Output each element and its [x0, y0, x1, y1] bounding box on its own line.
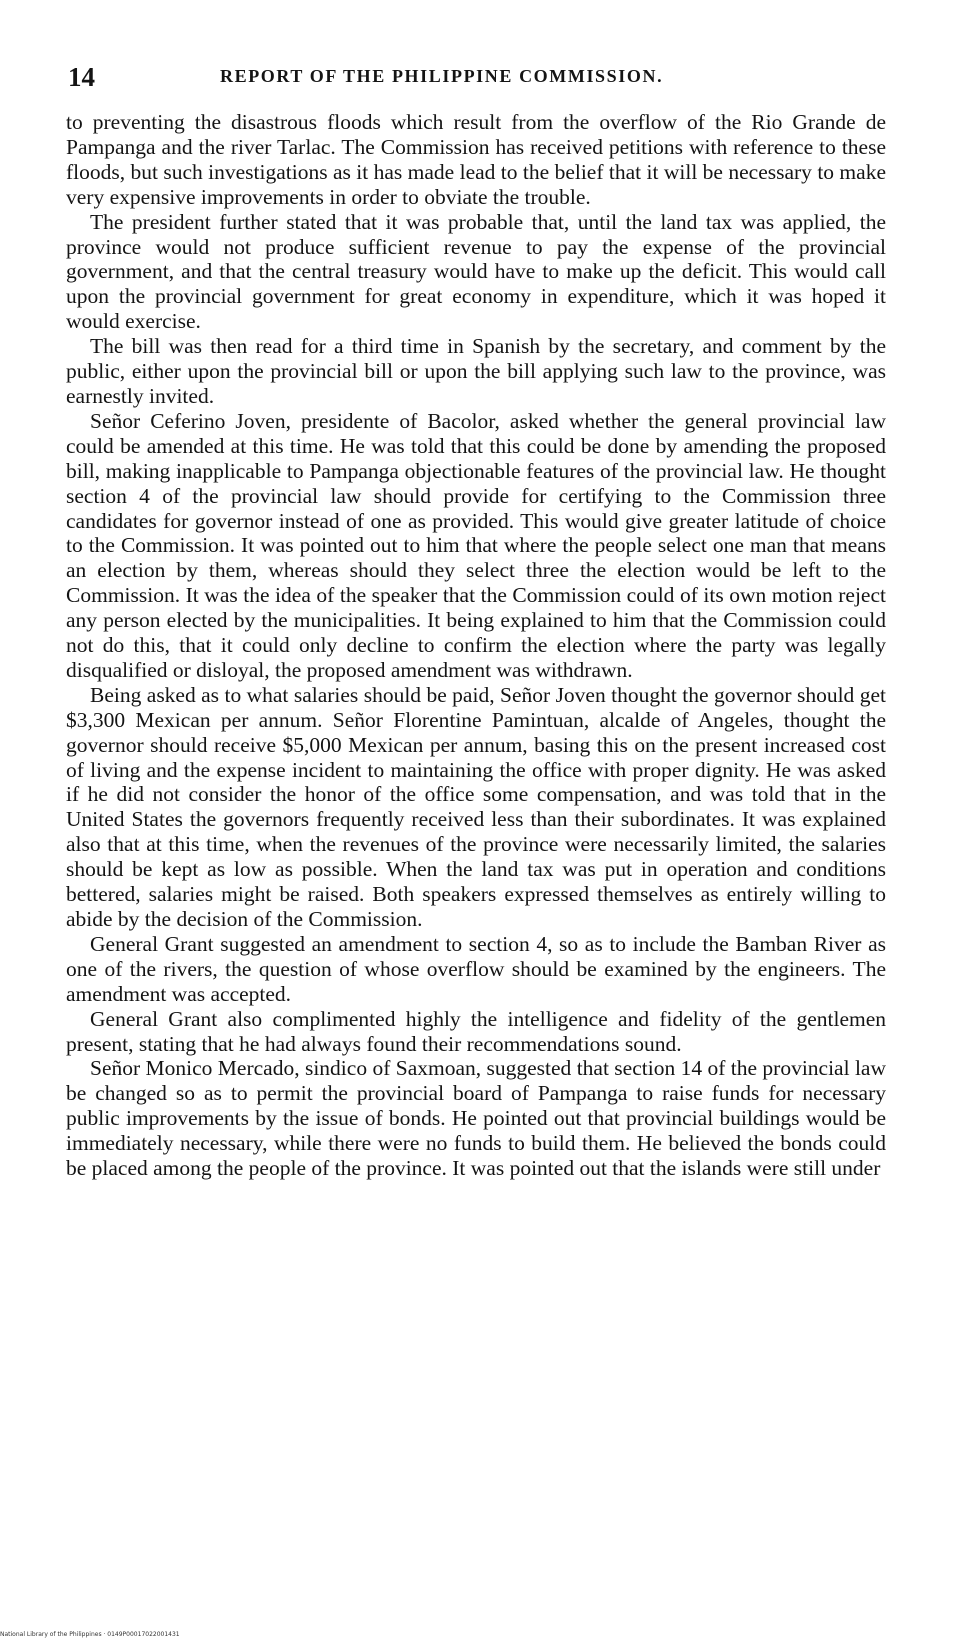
paragraph-5: Being asked as to what salaries should be paid, Señor Joven thought the governor should get $3,300 Mexican per annum. Señor Florentine Pamintuan, alcalde of Angeles, thought the governor should receive $5,000 Mexican per annum, basing this on the present increased cost of living and the expense incident to maintaining the office with proper dignity. He was asked if he did not consider the honor of the office some compensation, and was told that in the United States the governors frequently received less than their subordinates. It was explained also that at this time, when the revenues of the province were necessarily limited, the salaries should be kept as low as possible. When the land tax was put in operation and conditions bettered, salaries might be raised. Both speakers expressed themselves as entirely willing to abide by the decision of the Commission. — [66, 682, 886, 931]
running-head: REPORT OF THE PHILIPPINE COMMISSION. — [220, 66, 664, 86]
paragraph-6: General Grant suggested an amendment to section 4, so as to include the Bamban River as one of the rivers, the question of whose overflow should be examined by the engineers. The amendment was accepted. — [66, 931, 886, 1006]
body-text — [66, 110, 886, 1181]
page-header — [68, 62, 888, 102]
paragraph-7: General Grant also complimented highly the intelligence and fidelity of the gentlemen present, stating that he had always found their recommendations sound. — [66, 1006, 886, 1056]
archive-footer: National Library of the Philippines · 0149P00017022001431 — [0, 1631, 180, 1638]
page-number: 14 — [68, 62, 95, 92]
paragraph-4: Señor Ceferino Joven, presidente of Bacolor, asked whether the general provincial law could be amended at this time. He was told that this could be done by amending the proposed bill, making inapplicable to Pampanga objectionable features of the provincial law. He thought section 4 of the provincial law should provide for certifying to the Commission three candidates for governor instead of one as provided. This would give greater latitude of choice to the Commission. It was pointed out to him that where the people select one man that means an election by them, whereas should they select three the election would be left to the Commission. It was the idea of the speaker that the Commission could of its own motion reject any person elected by the municipalities. It being explained to him that the Commission could not do this, that it could only decline to confirm the election where the party was legally disqualified or disloyal, the proposed amendment was withdrawn. — [66, 408, 886, 682]
paragraph-1: to preventing the disastrous floods which result from the overflow of the Rio Grande de Pampanga and the river Tarlac. The Commission has received petitions with reference to these floods, but such investigations as it has made lead to the belief that it will be necessary to make very expensive improvements in order to obviate the trouble. — [66, 110, 886, 209]
paragraph-2: The president further stated that it was probable that, until the land tax was applied, the province would not produce sufficient revenue to pay the expense of the provincial government, and that the central treasury would have to make up the deficit. This would call upon the provincial government for great economy in expenditure, which it was hoped it would exercise. — [66, 209, 886, 334]
paragraph-3: The bill was then read for a third time in Spanish by the secretary, and comment by the public, either upon the provincial bill or upon the bill applying such law to the province, was earnestly invited. — [66, 334, 886, 408]
paragraph-8: Señor Monico Mercado, sindico of Saxmoan, suggested that section 14 of the provincial law be changed so as to permit the provincial board of Pampanga to raise funds for necessary public improvements by the issue of bonds. He pointed out that provincial buildings would be immediately necessary, while there were no funds to build them. He believed the bonds could be placed among the people of the province. It was pointed out that the islands were still under — [66, 1056, 886, 1181]
